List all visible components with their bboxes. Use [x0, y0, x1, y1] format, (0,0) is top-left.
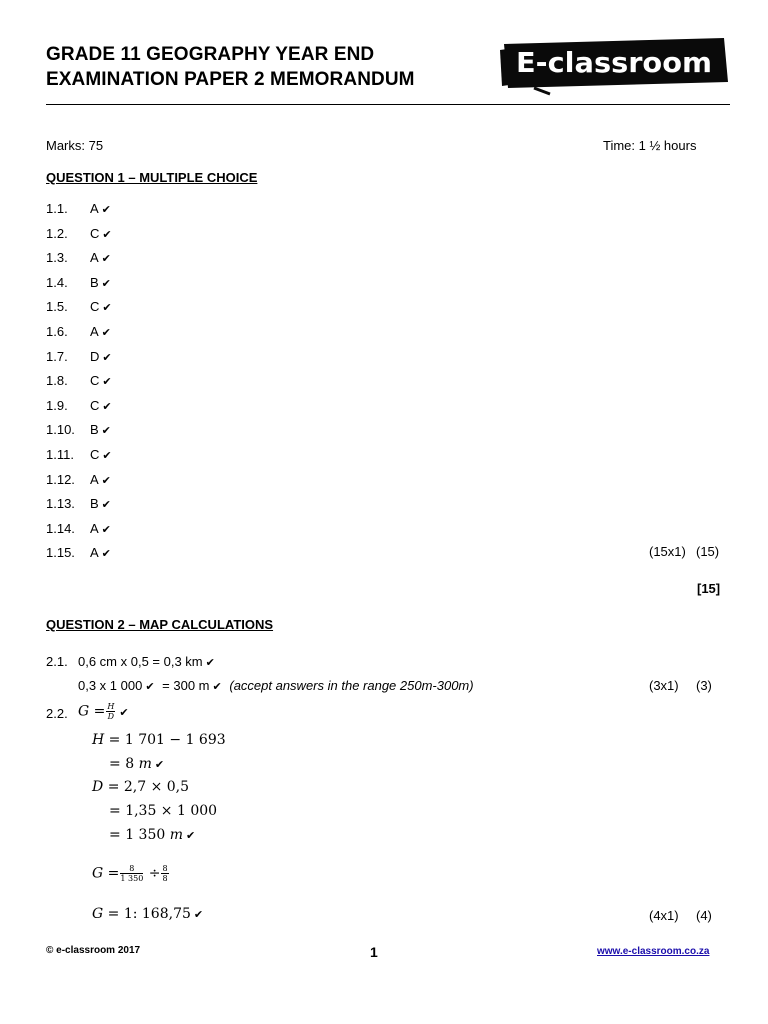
check-icon: ✔	[101, 204, 111, 216]
document-title	[46, 42, 415, 92]
logo-text: E-classroom	[516, 46, 712, 79]
q1-item-answer	[90, 496, 111, 511]
q1-item-number: 1.12.	[46, 472, 75, 487]
answer-letter: C	[90, 299, 100, 314]
e-classroom-logo	[498, 36, 730, 98]
q1-item-number: 1.4.	[46, 275, 68, 290]
check-icon: ✔	[205, 657, 215, 669]
check-icon: ✔	[101, 278, 111, 290]
answer-letter: A	[90, 324, 99, 339]
q2-1-calc-2a: 0,3 x 1 000	[78, 678, 143, 693]
check-icon: ✔	[101, 253, 111, 265]
answer-letter: A	[90, 472, 99, 487]
answer-letter: A	[90, 201, 99, 216]
answer-letter: C	[90, 373, 100, 388]
question-2-heading: QUESTION 2 – MAP CALCULATIONS	[46, 617, 274, 632]
q2-2-g-calc: G = $\frac{8}{1 350}$ ÷ $\frac{8}{8}$	[92, 864, 168, 883]
q1-item-number: 1.9.	[46, 398, 68, 413]
q1-mark-allocation: (15x1)	[649, 544, 686, 559]
answer-letter: A	[90, 250, 99, 265]
check-icon: ✔	[186, 829, 196, 842]
answer-letter: B	[90, 275, 99, 290]
q2-2-g-result: G = 1: 168,75 ✔	[92, 906, 204, 922]
check-icon: ✔	[101, 524, 111, 536]
q1-item-answer	[90, 275, 111, 290]
q2-2-d-calc-2: = 1,35 × 1 000	[109, 803, 218, 819]
check-icon: ✔	[154, 758, 165, 771]
check-icon: ✔	[212, 681, 222, 693]
answer-letter: A	[90, 545, 99, 560]
q2-2-number: 2.2.	[46, 706, 68, 721]
q1-item-answer	[90, 545, 111, 560]
check-icon: ✔	[101, 548, 111, 560]
q1-item-answer	[90, 422, 111, 437]
footer-copyright: © e-classroom 2017	[46, 945, 141, 956]
title-line-1: GRADE 11 GEOGRAPHY YEAR END	[46, 44, 375, 65]
q1-item-number: 1.8.	[46, 373, 68, 388]
q2-1-calc-1: 0,6 cm x 0,5 = 0,3 km	[78, 654, 203, 669]
q1-item-answer	[90, 373, 112, 388]
q1-item-answer	[90, 226, 112, 241]
q1-item-number: 1.3.	[46, 250, 68, 265]
q2-2-h-result: = 8 m ✔	[109, 756, 165, 772]
q2-1-note: (accept answers in the range 250m-300m)	[229, 678, 474, 693]
q1-item-answer	[90, 521, 111, 536]
q1-item-answer	[90, 349, 112, 364]
q1-item-number: 1.15.	[46, 545, 75, 560]
q2-1-line-1	[78, 654, 215, 669]
fraction-h-over-d: $\frac{H}{D}$	[107, 702, 115, 721]
check-icon: ✔	[102, 352, 112, 364]
check-icon: ✔	[119, 705, 129, 719]
answer-letter: B	[90, 496, 99, 511]
q1-item-number: 1.14.	[46, 521, 75, 536]
q1-item-number: 1.1.	[46, 201, 68, 216]
answer-letter: B	[90, 422, 99, 437]
q2-1-mark-allocation: (3x1)	[649, 678, 679, 693]
q1-item-number: 1.7.	[46, 349, 68, 364]
q2-2-d-result: = 1 350 m ✔	[109, 827, 196, 843]
q1-item-number: 1.6.	[46, 324, 68, 339]
var-g: G	[78, 703, 90, 720]
title-line-2: EXAMINATION PAPER 2 MEMORANDUM	[46, 69, 415, 90]
q2-2-subtotal: (4)	[696, 908, 712, 923]
q1-item-answer	[90, 299, 112, 314]
q1-item-answer	[90, 324, 111, 339]
website-link[interactable]: www.e-classroom.co.za	[597, 946, 710, 957]
header-divider	[46, 104, 730, 105]
check-icon: ✔	[102, 302, 112, 314]
q2-1-subtotal: (3)	[696, 678, 712, 693]
q1-subtotal: (15)	[696, 544, 720, 559]
q1-item-number: 1.13.	[46, 496, 75, 511]
q1-item-number: 1.10.	[46, 422, 75, 437]
q1-item-number: 1.5.	[46, 299, 68, 314]
q2-1-line-2	[78, 678, 474, 693]
check-icon: ✔	[102, 450, 112, 462]
answer-letter: A	[90, 521, 99, 536]
q1-item-answer	[90, 398, 112, 413]
answer-letter: D	[90, 349, 100, 364]
q1-item-answer	[90, 201, 111, 216]
q1-total: [15]	[697, 581, 721, 596]
page-number: 1	[370, 944, 378, 960]
answer-letter: C	[90, 226, 100, 241]
q1-item-answer	[90, 447, 112, 462]
fraction-8-over-8: $\frac{8}{8}$	[162, 864, 168, 883]
check-icon: ✔	[101, 425, 111, 437]
check-icon: ✔	[145, 681, 155, 693]
time-label: Time: 1 ½ hours	[603, 138, 697, 153]
check-icon: ✔	[102, 376, 112, 388]
equals-sign: =	[93, 703, 106, 720]
q1-item-number: 1.2.	[46, 226, 68, 241]
marks-label: Marks: 75	[46, 138, 104, 153]
q2-1-number: 2.1.	[46, 654, 68, 669]
answer-letter: C	[90, 398, 100, 413]
q1-item-number: 1.11.	[46, 447, 74, 462]
q1-item-answer	[90, 250, 111, 265]
fraction-8-over-1350: $\frac{8}{1 350}$	[120, 864, 144, 883]
question-1-heading: QUESTION 1 – MULTIPLE CHOICE	[46, 170, 258, 185]
check-icon: ✔	[193, 908, 204, 921]
check-icon: ✔	[102, 401, 112, 413]
q2-1-calc-2b: = 300 m	[162, 678, 210, 693]
check-icon: ✔	[101, 475, 111, 487]
q2-2-d-calc: D = 2,7 × 0,5	[92, 779, 190, 795]
q2-2-h-calc: H = 1 701 − 1 693	[92, 732, 226, 748]
check-icon: ✔	[101, 327, 111, 339]
q2-2-formula	[78, 702, 129, 721]
check-icon: ✔	[102, 229, 112, 241]
q1-item-answer	[90, 472, 111, 487]
check-icon: ✔	[101, 499, 111, 511]
q2-2-mark-allocation: (4x1)	[649, 908, 679, 923]
answer-letter: C	[90, 447, 100, 462]
